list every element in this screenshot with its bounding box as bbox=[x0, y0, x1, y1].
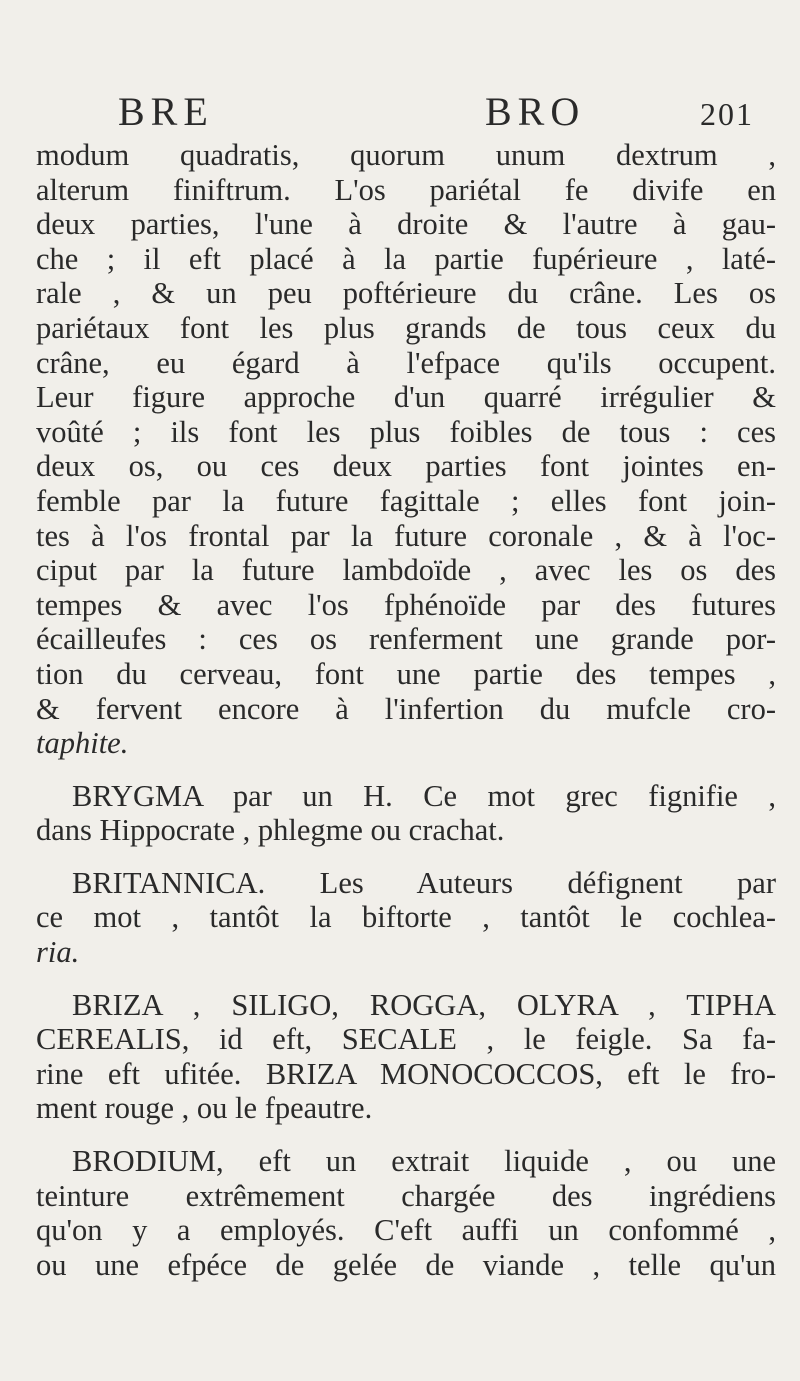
text-line: qu'on y a employés. C'eft auffi un confommé , bbox=[36, 1213, 776, 1248]
text-line: rale , & un peu poftérieure du crâne. Les os bbox=[36, 276, 776, 311]
text-line: tion du cerveau, font une partie des tempes , bbox=[36, 656, 776, 691]
text-line: alterum finiftrum. L'os pariétal fe divife en bbox=[36, 172, 776, 207]
text-line: écailleufes : ces os renferment une grande por- bbox=[36, 622, 776, 657]
entry-brodium: BRODIUM, eft un extrait liquide , ou une bbox=[72, 1144, 776, 1179]
text-line: teinture extrêmement chargée des ingrédiens bbox=[36, 1178, 776, 1213]
text-line: modum quadratis, quorum unum dextrum , bbox=[36, 138, 776, 172]
text-line: ment rouge , ou le fpeautre. bbox=[36, 1091, 373, 1126]
running-head-right: BRO bbox=[485, 89, 586, 134]
text-line: femble par la future fagittale ; elles font join- bbox=[36, 483, 776, 518]
text-line: dans Hippocrate , phlegme ou crachat. bbox=[36, 813, 505, 848]
text-line: tes à l'os frontal par la future coronale , & à l'oc- bbox=[36, 518, 776, 553]
text-line: deux parties, l'une à droite & l'autre à gau- bbox=[36, 207, 776, 242]
page-number: 201 bbox=[700, 96, 754, 132]
entry-brygma: BRYGMA par un H. Ce mot grec fignifie , bbox=[72, 778, 776, 813]
text-line: tempes & avec l'os fphénoïde par des futures bbox=[36, 587, 776, 622]
text-line: deux os, ou ces deux parties font jointes en- bbox=[36, 449, 776, 484]
text-line: CEREALIS, id eft, SECALE , le feigle. Sa fa- bbox=[36, 1022, 776, 1057]
text-line: ce mot , tantôt la biftorte , tantôt le cochlea- bbox=[36, 900, 776, 935]
text-line: Leur figure approche d'un quarré irrégulier & bbox=[36, 380, 776, 415]
text-line: ou une efpéce de gelée de viande , telle qu'un bbox=[36, 1247, 776, 1282]
text-line: crâne, eu égard à l'efpace qu'ils occupent. bbox=[36, 345, 776, 380]
entry-briza: BRIZA , SILIGO, ROGGA, OLYRA , TIPHA bbox=[72, 987, 776, 1022]
entry-britannica: BRITANNICA. Les Auteurs défignent par bbox=[72, 865, 776, 900]
text-line: ria. bbox=[36, 935, 80, 970]
body-text bbox=[36, 138, 776, 1282]
text-line: voûté ; ils font les plus foibles de tous : ces bbox=[36, 414, 776, 449]
text-line: ciput par la future lambdoïde , avec les os des bbox=[36, 553, 776, 588]
text-line: taphite. bbox=[36, 726, 129, 761]
text-line: pariétaux font les plus grands de tous ceux du bbox=[36, 310, 776, 345]
running-head-left: BRE bbox=[118, 89, 214, 134]
text-line: rine eft ufitée. BRIZA MONOCOCCOS, eft le fro- bbox=[36, 1056, 776, 1091]
text-line: & fervent encore à l'infertion du mufcle cro- bbox=[36, 691, 776, 726]
text-line: che ; il eft placé à la partie fupérieure , laté- bbox=[36, 241, 776, 276]
